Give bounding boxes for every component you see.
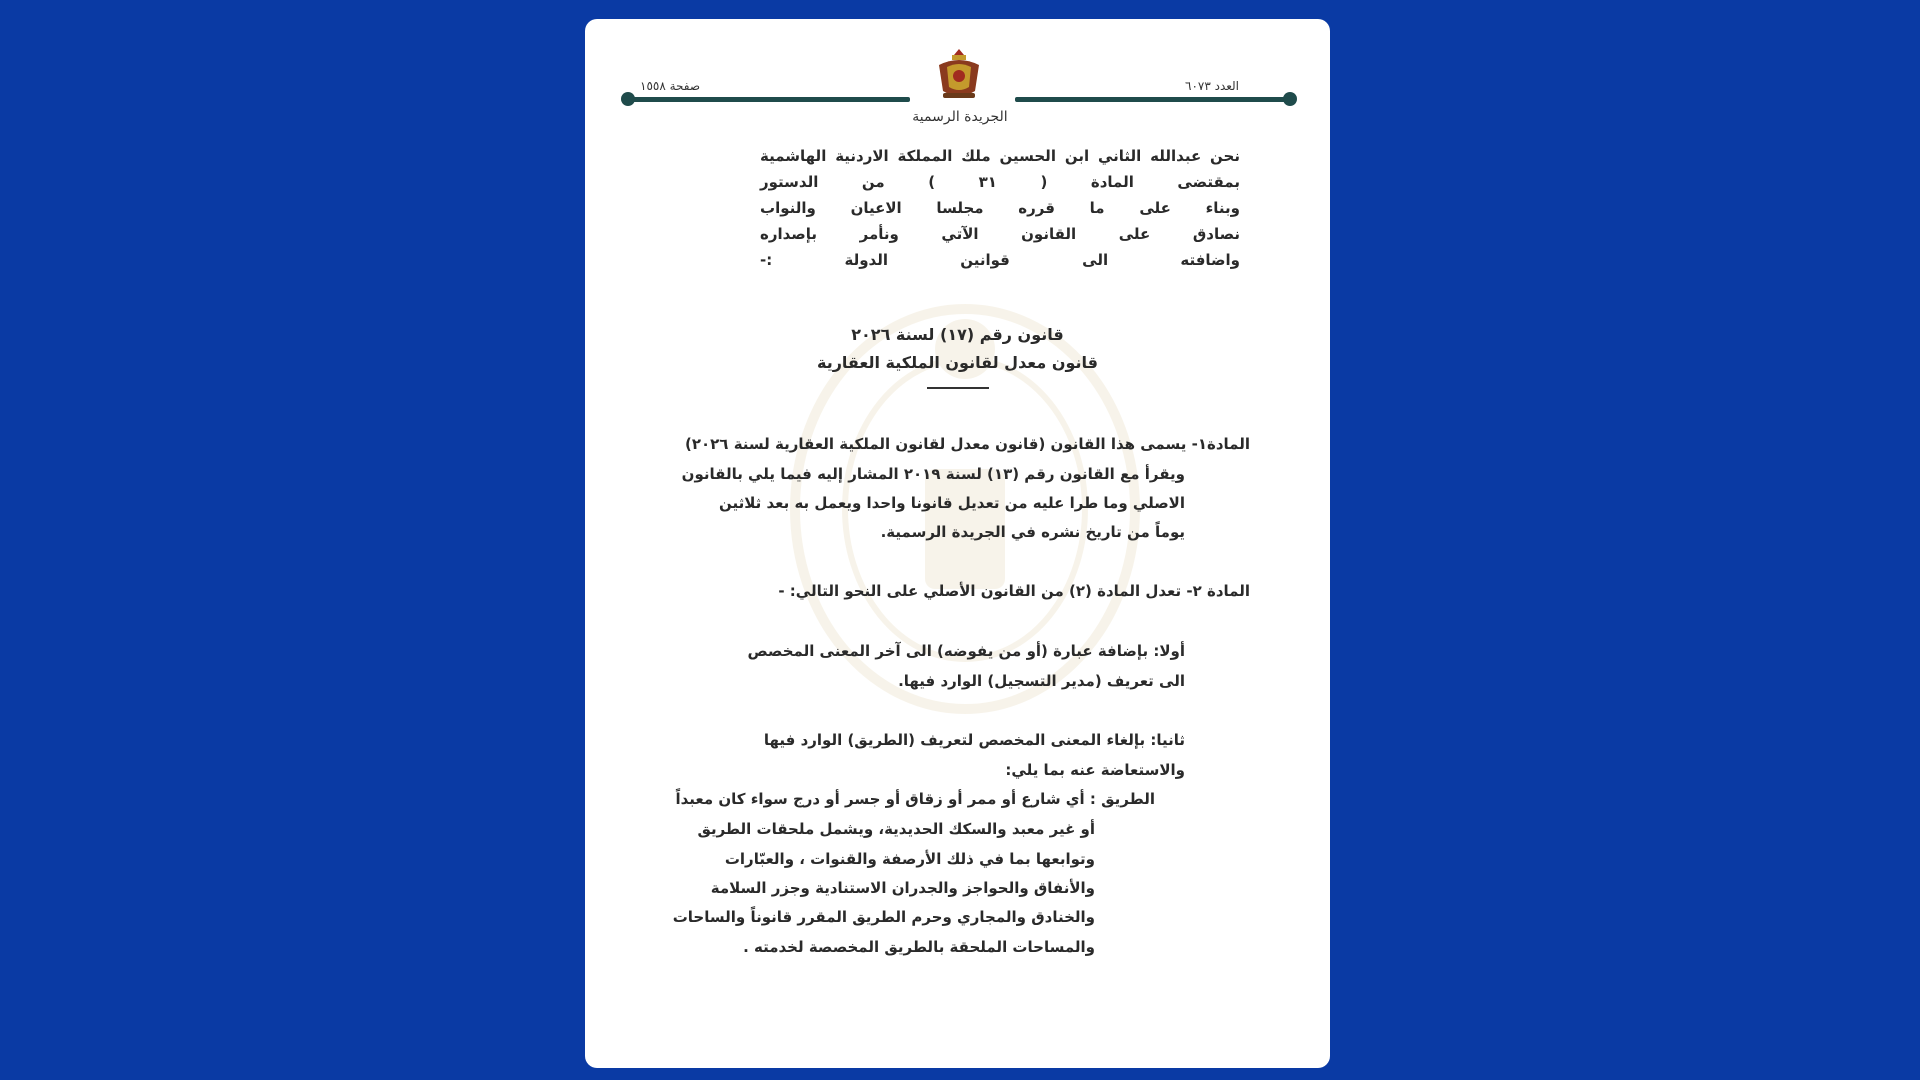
article-1-line: ويقرأ مع القانون رقم (١٣) لسنة ٢٠١٩ المشار إليه فيما يلي بالقانون xyxy=(681,465,1185,483)
road-definition-line: الطريق : أي شارع أو ممر أو زقاق أو جسر أو درج سواء كان معبداً xyxy=(675,790,1155,808)
header-rule-right-cap xyxy=(1283,92,1297,106)
article-1-line: الاصلي وما طرا عليه من تعديل قانونا واحدا ويعمل به بعد ثلاثين xyxy=(718,494,1185,512)
article-2-first-line: أولا: بإضافة عبارة (أو من يفوضه) الى آخر المعنى المخصص xyxy=(747,642,1185,660)
jordan-coat-of-arms-icon xyxy=(935,47,983,103)
preamble-line: واضافته الى قوانين الدولة :- xyxy=(760,251,1240,269)
road-definition-line: وتوابعها بما في ذلك الأرصفة والقنوات ، والعبّارات xyxy=(724,850,1095,868)
law-title-name: قانون معدل لقانون الملكية العقارية xyxy=(816,353,1098,372)
article-2-second-line: ثانيا: بإلغاء المعنى المخصص لتعريف (الطريق) الوارد فيها xyxy=(763,731,1185,749)
preamble-line: وبناء على ما قرره مجلسا الاعيان والنواب xyxy=(760,199,1240,217)
law-title-number: قانون رقم (١٧) لسنة ٢٠٢٦ xyxy=(851,325,1064,344)
road-definition-line: أو غير معبد والسكك الحديدية، ويشمل ملحقات الطريق xyxy=(697,820,1095,838)
article-2-first-line: الى تعريف (مدير التسجيل) الوارد فيها. xyxy=(898,672,1185,690)
title-divider xyxy=(927,387,989,389)
preamble-line: بمقتضى المادة ( ٣١ ) من الدستور xyxy=(760,173,1240,191)
article-2-intro: المادة ٢- تعدل المادة (٢) من القانون الأصلي على النحو التالي: - xyxy=(778,582,1250,600)
article-1-line: المادة١- يسمى هذا القانون (قانون معدل لقانون الملكية العقارية لسنة ٢٠٢٦) xyxy=(684,435,1250,453)
article-1-line: يوماً من تاريخ نشره في الجريدة الرسمية. xyxy=(880,523,1185,541)
gazette-name: الجريدة الرسمية xyxy=(912,109,1008,125)
preamble-line: نصادق على القانون الآتي ونأمر بإصداره xyxy=(760,225,1240,243)
road-definition-line: والأنفاق والحواجز والجدران الاستنادية وجزر السلامة xyxy=(710,879,1095,897)
page-number: صفحة ١٥٥٨ xyxy=(640,79,701,93)
article-2-second-line: والاستعاضة عنه بما يلي: xyxy=(1005,761,1185,779)
header-rule-right xyxy=(1015,97,1293,102)
header-rule-left xyxy=(625,97,910,102)
preamble-line: نحن عبدالله الثاني ابن الحسين ملك المملكة الاردنية الهاشمية xyxy=(760,147,1240,165)
header-rule-left-cap xyxy=(621,92,635,106)
issue-number: العدد ٦٠٧٣ xyxy=(1185,79,1240,93)
gazette-page xyxy=(585,19,1330,1068)
road-definition-line: والخنادق والمجاري وحرم الطريق المقرر قانوناً والساحات xyxy=(672,908,1095,926)
preamble xyxy=(760,143,1240,273)
road-definition-line: والمساحات الملحقة بالطريق المخصصة لخدمته . xyxy=(743,938,1095,956)
